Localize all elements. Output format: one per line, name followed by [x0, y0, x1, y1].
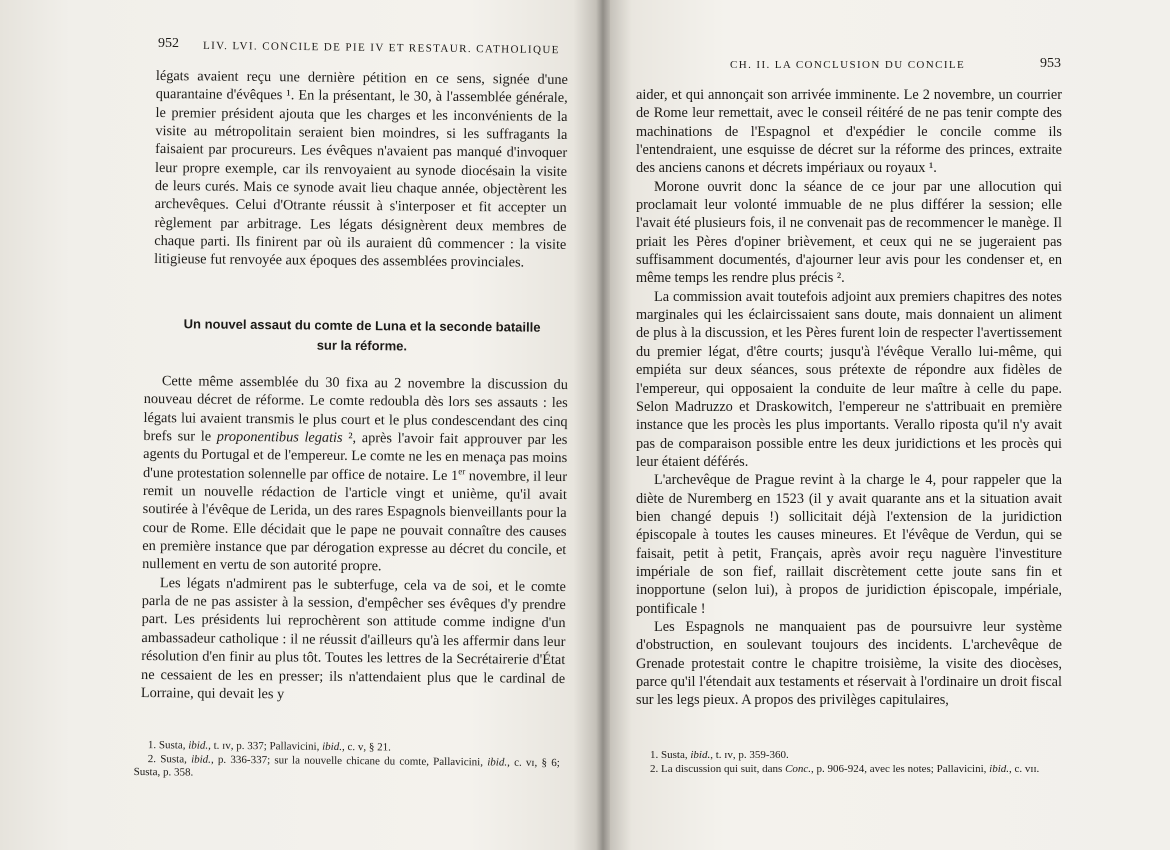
footnote: 1. Susta, ibid., t. ɪᴠ, p. 359-360.	[650, 749, 789, 761]
running-head: CH. II. LA CONCLUSION DU CONCILE	[730, 59, 966, 71]
paragraph: Cette même assemblée du 30 fixa au 2 novembre la discussion du nouveau décret de réforme. Le comte redoubla dès lors ses assauts : les légats lui avaient transmis le plus court et le plus condescendant des cinq brefs sur le proponentibus legatis ², après l'avoir fait approuver par les agents du Portugal et de l'empereur. Le comte ne les en menaça pas moins d'une protestation solennelle par office de notaire. Le 1er novembre, il leur remit un nouvelle rédaction de l'article vingt et unième, qu'il avait soutirée à l'évêque de Lerida, un des rares Espagnols bienveillants pour la cour de Rome. Elle décidait que le pape ne pouvait connaître des causes en première instance que par dérogation expresse au décret du concile, et nullement en vertu de son autorité propre.	[142, 373, 568, 575]
footnotes	[636, 749, 1062, 776]
paragraph: Morone ouvrit donc la séance de ce jour par une allocution qui proclamait leur volonté immuable de ne plus différer la session; elle l'avait été plusieurs fois, il ne convenait pas de recommencer le manège. Il priait les Pères d'opiner brièvement, et ceux qui ne se jugeraient pas suffisamment documentés, d'ajourner leur avis pour les condenser et, en même temps les rendre plus précis ².	[636, 178, 1062, 287]
italic-term: proponentibus legatis	[216, 428, 343, 446]
paragraph: Les Espagnols ne manquaient pas de poursuivre leur système d'obstruction, en soulevant toujours des incidents. L'archevêque de Grenade protestait contre le chapitre troisième, la visite des diocèses, parce qu'il l'étendait aux testaments et réservait à l'ordinaire un droit fiscal sur les legs pieux. A propos des privilèges capitulaires,	[636, 618, 1062, 709]
page-number: 953	[1040, 56, 1061, 71]
right-page	[610, 0, 1170, 850]
left-text-block-1	[154, 67, 568, 273]
paragraph: L'archevêque de Prague revint à la charge le 4, pour rappeler que la diète de Nuremberg en 1523 (il y avait quarante ans et la situation avait bien changé depuis !) sollicitait déjà l'extension de la juridiction épiscopale à toutes les causes mineures. Et l'évêque de Verdun, qui se faisait, petit à petit, Français, après avoir reçu naguère l'investiture impériale de son fief, raillait discrètement cette joute sans fin et inopportune (selon lui), à propos de juridiction épiscopale, impériale, pontificale !	[636, 472, 1062, 617]
paragraph: aider, et qui annonçait son arrivée imminente. Le 2 novembre, un courrier de Rome leur remettait, avec le conseil réitéré de ne pas tenir compte des machinations de l'Espagnol et d'expédier le concile comme ils l'entendraient, une esquisse de décret sur la réforme des princes, extraite des anciens canons et décrets impériaux ou royaux ¹.	[636, 87, 1062, 177]
footnotes	[134, 739, 560, 784]
footnote: 1. Susta, ibid., t. ɪᴠ, p. 337; Pallavicini, ibid., c. ᴠ, § 21.	[147, 739, 391, 754]
running-head: LIV. LVI. CONCILE DE PIE IV ET RESTAUR. CATHOLIQUE	[202, 39, 560, 57]
left-text-block-2	[141, 372, 568, 706]
footnote: 2. La discussion qui suit, dans Conc., p. 906-924, avec les notes; Pallavicini, ibid., c. ᴠɪɪ.	[650, 762, 1040, 775]
paragraph: La commission avait toutefois adjoint aux premiers chapitres des notes marginales qui les éclaircissaient sans doute, mais donnaient un aliment de plus à la discussion, et les Pères furent loin de respecter l'avertissement du premier légat, d'être courts; jusqu'à l'évêque Verallo lui-même, qui empiéta sur deux séances, sous prétexte de répondre aux fidèles de l'empereur, qui opposaient la conduite de leur maître à celle du pape. Selon Madruzzo et Draskowitch, l'empereur ne s'attribuait en première instance que les procès les plus importants. Verallo riposta qu'il n'y avait pas de comparaison possible entre les deux juridictions et les procès qui leur étaient déférés.	[636, 288, 1062, 470]
section-title	[156, 314, 568, 358]
section-title-line: Un nouvel assaut du comte de Luna et la seconde bataille	[183, 316, 541, 335]
paragraph: légats avaient reçu une dernière pétition en ce sens, signée d'une quarantaine d'évêques ¹. En la présentant, le 30, à l'assemblée générale, le premier président ajouta que les charges et les inconvénients de la visite au métropolitain seraient bien moindres, si les suffragants la faisaient par procureurs. Les évêques n'avaient pas manqué d'invoquer leur propre exemple, car ils renvoyaient au synode diocésain la visite de leurs curés. Mais ce synode avait lieu chaque année, objectèrent les archevêques. Celui d'Otrante réussit à s'interposer et fit accepter un règlement par arbitrage. Les légats désignèrent deux membres de chaque parti. Ils finirent par où ils auraient dû commencer : la visite litigieuse fut renvoyée aux époques des assemblées provinciales.	[154, 67, 568, 271]
right-text-block	[636, 86, 1062, 710]
paragraph: Les légats n'admirent pas le subterfuge, cela va de soi, et le comte parla de ne pas assister à la session, d'empêcher ses évêques d'y prendre part. Les présidents lui reprochèrent son attitude comme indigne d'un ambassadeur catholique : il ne réussit d'ailleurs qu'à les affermir dans leur résolution d'en finir au plus tôt. Toutes les lettres de la Secrétairerie d'État ne cessaient de les en presser; ils n'attendaient plus que le cardinal de Lorraine, qui devait les y	[140, 574, 567, 703]
footnote: 2. Susta, ibid., p. 336-337; sur la nouvelle chicane du comte, Pallavicini, ibid., c. ᴠɪ, § 6; Susta, p. 358.	[133, 752, 560, 779]
page-number: 952	[158, 36, 179, 51]
section-title-line: sur la réforme.	[316, 337, 408, 354]
